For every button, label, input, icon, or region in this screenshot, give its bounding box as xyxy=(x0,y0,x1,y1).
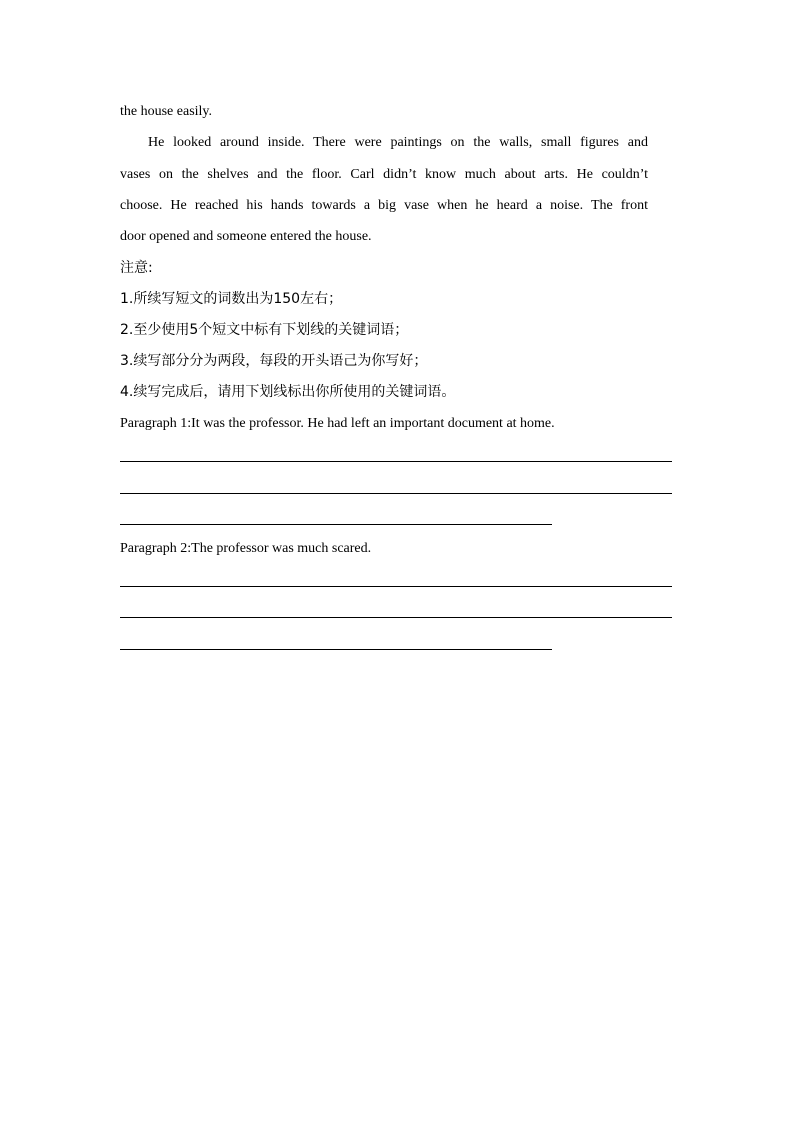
passage-line-5: door opened and someone entered the house. xyxy=(120,229,372,244)
notes-heading: 注意: xyxy=(120,260,153,276)
paragraph-1-prompt: Paragraph 1:It was the professor. He had left an important document at home. xyxy=(120,416,555,431)
notes-item-1: 1.所续写短文的词数出为150左右； xyxy=(120,291,343,307)
notes-item-2: 2.至少使用5个短文中标有下划线的关键词语； xyxy=(120,322,409,338)
paragraph-1-writing-line-2[interactable] xyxy=(120,493,672,494)
notes-item-4: 4.续写完成后，请用下划线标出你所使用的关键词语。 xyxy=(120,384,456,400)
passage-line-1: the house easily. xyxy=(120,104,213,119)
paragraph-2-prompt: Paragraph 2:The professor was much scared. xyxy=(120,541,372,556)
paragraph-2-writing-line-3[interactable] xyxy=(120,649,552,650)
paragraph-1-writing-line-1[interactable] xyxy=(120,461,672,462)
passage-line-2: He looked around inside. There were paintings on the walls, small figures and xyxy=(148,135,648,150)
paragraph-2-writing-line-1[interactable] xyxy=(120,586,672,587)
passage-line-4: choose. He reached his hands towards a big vase when he heard a noise. The front xyxy=(120,198,648,213)
paragraph-2-writing-line-2[interactable] xyxy=(120,617,672,618)
paragraph-1-writing-line-3[interactable] xyxy=(120,524,552,525)
passage-line-3: vases on the shelves and the floor. Carl didn’t know much about arts. He couldn’t xyxy=(120,167,648,182)
notes-item-3: 3.续写部分分为两段，每段的开头语己为你写好； xyxy=(120,353,428,369)
